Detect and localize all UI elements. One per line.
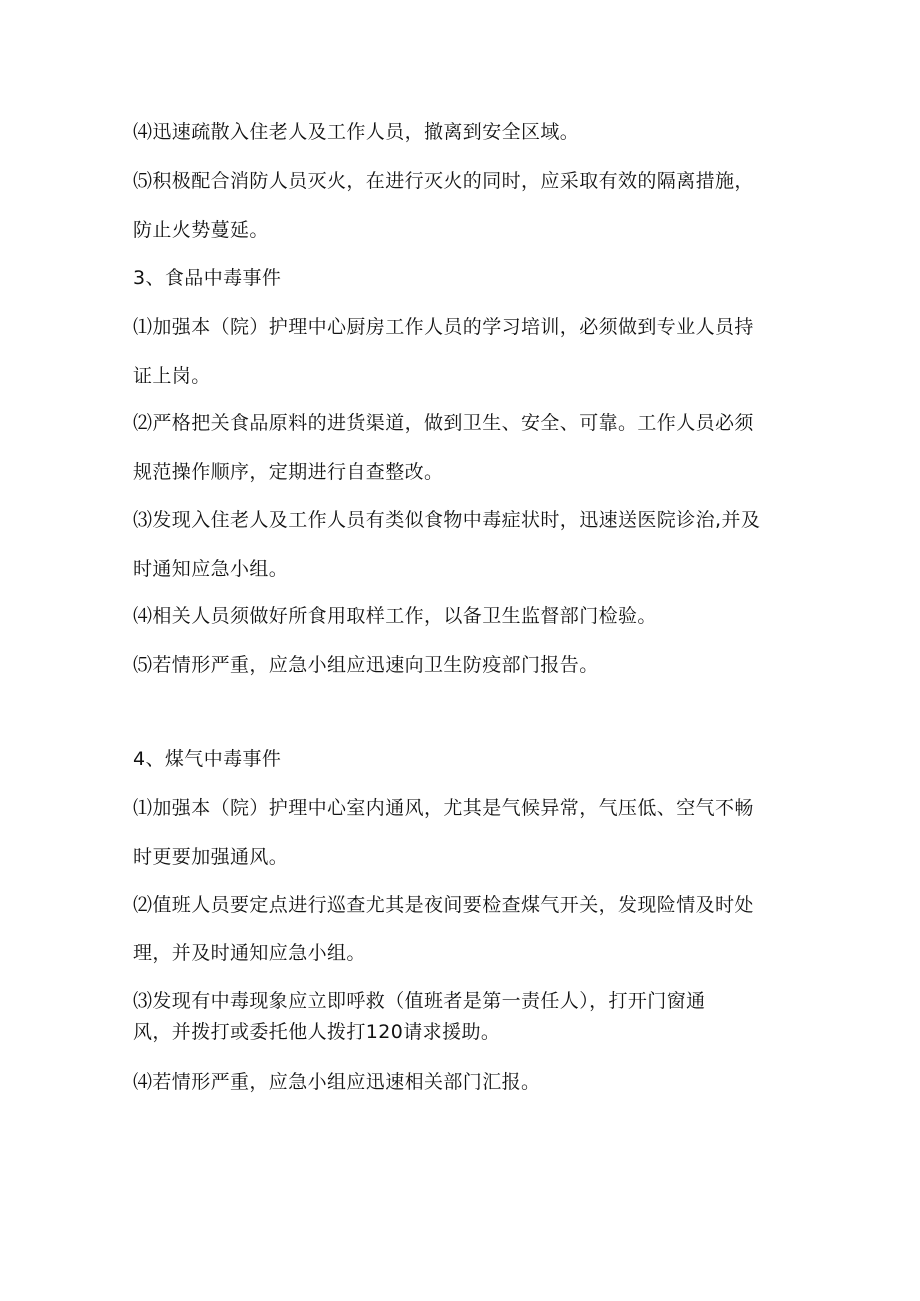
- section-heading-food-poisoning: 3、食品中毒事件: [133, 267, 282, 289]
- section-heading-gas-poisoning: 4、煤气中毒事件: [133, 748, 282, 770]
- paragraph-gas-3: ⑶发现有中毒现象应立即呼救（值班者是第一责任人），打开门窗通: [133, 990, 706, 1012]
- paragraph-gas-1-cont: 时更要加强通风。: [133, 846, 289, 868]
- paragraph-food-3: ⑶发现入住老人及工作人员有类似食物中毒症状时，迅速送医院诊治,并及: [133, 509, 761, 531]
- paragraph-food-3-cont: 时通知应急小组。: [133, 558, 289, 580]
- paragraph-fire-5: ⑸积极配合消防人员灭火，在进行灭火的同时，应采取有效的隔离措施，: [133, 170, 754, 192]
- paragraph-food-4: ⑷相关人员须做好所食用取样工作，以备卫生监督部门检验。: [133, 605, 657, 627]
- paragraph-food-2: ⑵严格把关食品原料的进货渠道，做到卫生、安全、可靠。工作人员必须: [133, 412, 754, 434]
- paragraph-food-1: ⑴加强本（院）护理中心厨房工作人员的学习培训，必须做到专业人员持: [133, 316, 754, 338]
- paragraph-gas-4: ⑷若情形严重，应急小组应迅速相关部门汇报。: [133, 1071, 541, 1093]
- paragraph-gas-2: ⑵值班人员要定点进行巡查尤其是夜间要检查煤气开关，发现险情及时处: [133, 894, 754, 916]
- paragraph-gas-3-cont: 风，并拨打或委托他人拨打120请求援助。: [133, 1021, 501, 1043]
- paragraph-gas-1: ⑴加强本（院）护理中心室内通风，尤其是气候异常，气压低、空气不畅: [133, 797, 754, 819]
- paragraph-food-5: ⑸若情形严重，应急小组应迅速向卫生防疫部门报告。: [133, 654, 599, 676]
- paragraph-food-1-cont: 证上岗。: [133, 365, 211, 387]
- paragraph-food-2-cont: 规范操作顺序，定期进行自查整改。: [133, 461, 444, 483]
- paragraph-fire-4: ⑷迅速疏散入住老人及工作人员，撤离到安全区域。: [133, 121, 580, 143]
- paragraph-fire-5-cont: 防止火势蔓延。: [133, 219, 269, 241]
- paragraph-gas-2-cont: 理，并及时通知应急小组。: [133, 942, 366, 964]
